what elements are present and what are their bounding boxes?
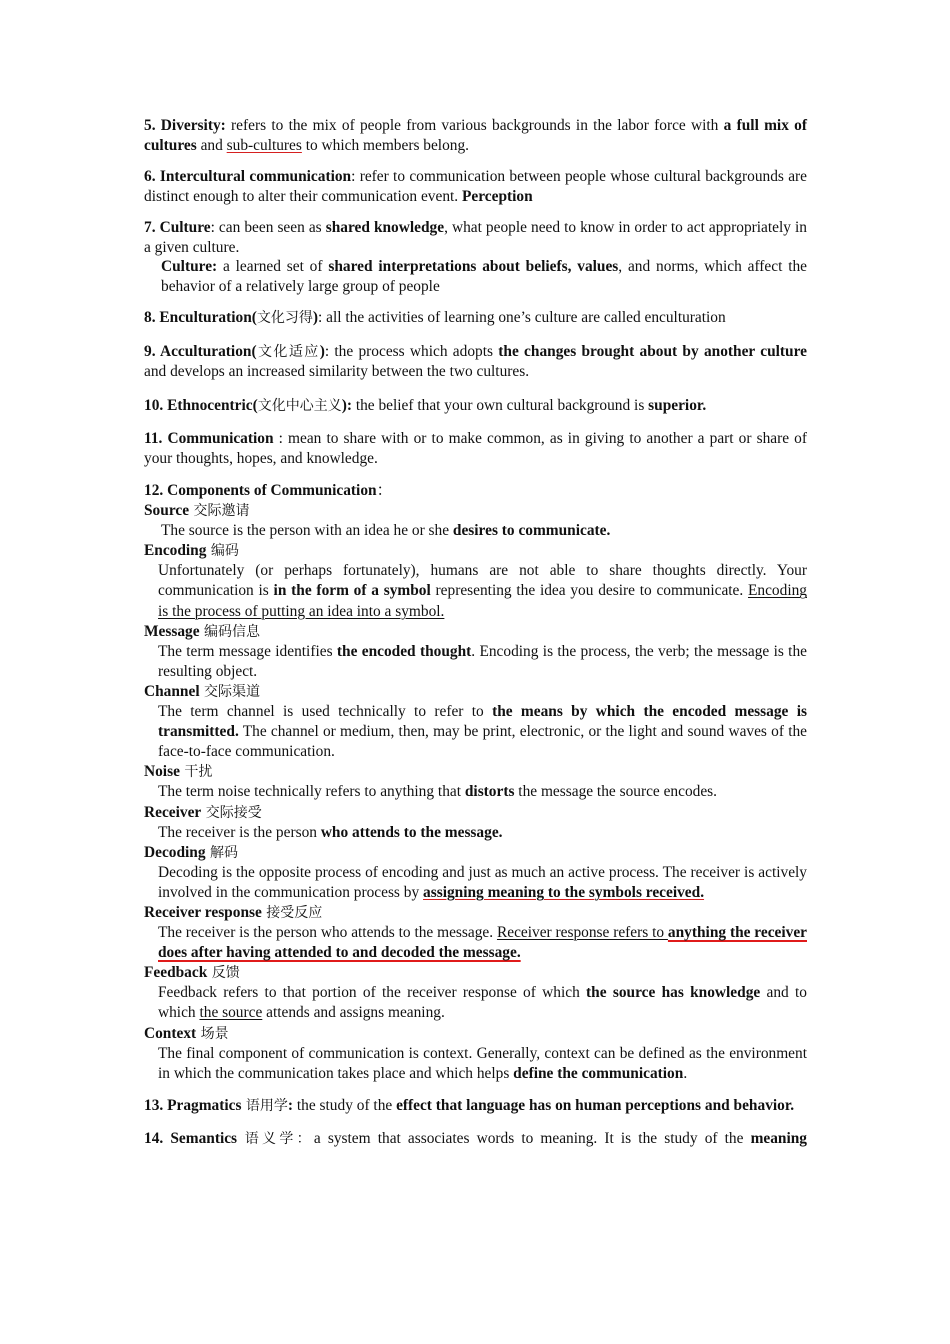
item-enculturation: 8. Enculturation(文化习得): all the activities of learning one’s culture are called enculturation [144, 309, 726, 326]
item-title: 14. Semantics [144, 1130, 238, 1148]
component-feedback: Feedback 反馈 Feedback refers to that portion of the receiver response of which the source has knowledge and to which the source attends and assigns meaning. [144, 964, 807, 1022]
component-encoding: Encoding 编码 Unfortunately (or perhaps fortunately), humans are not able to share thoughts directly. Your communication is in the form of a symbol representing the idea you desire to communicate. Encoding is the process of putting an idea into a symbol. [144, 542, 807, 620]
component-noise: Noise 干扰 The term noise technically refers to anything that distorts the message the source encodes. [144, 763, 718, 801]
item-semantics: 14. Semantics 语义学：a system that associates words to meaning. It is the study of the meaning [144, 1130, 807, 1148]
item-title: 12. Components of Communication [144, 482, 377, 499]
component-decoding: Decoding 解码 Decoding is the opposite process of encoding and just as much an active process. The receiver is actively involved in the communication process by assigning meaning to the symbols received. [144, 843, 807, 901]
component-source: Source 交际邀请 The source is the person with an idea he or she desires to communicate. [144, 502, 611, 540]
component-receiver-response: Receiver response 接受反应 The receiver is the person who attends to the message. Receiver response refers to anything the receiver does after having attended to and decoded the message. [144, 903, 807, 962]
item-title: 7. Culture [144, 219, 211, 236]
component-channel: Channel 交际渠道 The term channel is used technically to refer to the means by which the encoded message is transmitted. The channel or medium, then, may be print, electronic, or the light and sound waves of the face-to-face communication. [144, 682, 807, 761]
component-context: Context 场景 The final component of communication is context. Generally, context can be defined as the environment in which the communication takes place and which helps define the communication. [144, 1024, 807, 1082]
item-diversity: 5. Diversity: refers to the mix of people from various backgrounds in the labor force with a full mix of cultures and sub-cultures to which members belong. [144, 117, 807, 154]
item-title: 8. Enculturation(文化习得) [144, 309, 319, 326]
item-culture: 7. Culture: can been seen as shared knowledge, what people need to know in order to act appropriately in a given culture. Culture: a learned set of shared interpretations about beliefs, values, and norms, which affect the behavior of a relatively large group of people [144, 219, 807, 295]
item-title: 10. Ethnocentric(文化中心主义): [144, 396, 352, 414]
item-title: 13. Pragmatics [144, 1096, 242, 1114]
item-title: 11. Communication [144, 430, 274, 447]
item-ethnocentric: 10. Ethnocentric(文化中心主义): the belief that your own cultural background is superior. [144, 396, 707, 414]
culture-definition: Culture: a learned set of shared interpretations about beliefs, values, and norms, which affect the behavior of a relatively large group of people [161, 258, 807, 295]
item-acculturation: 9. Acculturation(文化适应): the process which adopts the changes brought about by another culture and develops an increased similarity between the two cultures. [144, 342, 807, 380]
item-title: 5. Diversity: [144, 117, 226, 134]
item-components: 12. Components of Communication： Source 交际邀请 The source is the person with an idea he or she desires to communicate. Encoding 编码 Unfortunately (or perhaps fortunately), humans are not able to share thoughts directly. Your communication is in the form of a symbol representing the idea you desire to communicate. Encoding is the process of putting an idea into a symbol. Message 编码信息 The term message identifies the encoded thought. Encoding is the process, the verb; the message is the resulting object. Channel 交际渠道 The term channel is used technically to refer to the means by which the encoded message is transmitted. The channel or medium, then, may be print, electronic, or the light and sound waves of the face-to-face communication. Noise 干扰 The term noise technically refers to anything that distorts the message the source encodes. Receiver 交际接受 The receiver is the person who attends to the message. Decoding 解码 Decoding is the opposite process of encoding and just as much an active process. The receiver is actively involved in the communication process by assigning meaning to the symbols received. Receiver response 接受反应 The receiver is the person who attends to the message. Receiver response refers to anything the receiver does after having attended to and decoded the message. Feedback 反馈 Feedback refers to that portion of the receiver response of which the source has knowledge and to which the source attends and assigns meaning. Context 场景 The final component of communication is context. Generally, context can be defined as the environment in which the communication takes place and which helps define the communication. [144, 481, 807, 1084]
item-title: 6. Intercultural communication [144, 168, 352, 185]
item-communication: 11. Communication : mean to share with or to make common, as in giving to another a part or share of your thoughts, hopes, and knowledge. [144, 430, 807, 467]
component-receiver: Receiver 交际接受 The receiver is the person who attends to the message. [144, 803, 503, 841]
component-message: Message 编码信息 The term message identifies the encoded thought. Encoding is the process, the verb; the message is the resulting object. [144, 622, 807, 680]
item-intercultural-communication: 6. Intercultural communication: refer to communication between people whose cultural backgrounds are distinct enough to alter their communication event. Perception [144, 168, 807, 205]
item-title: 9. Acculturation(文化适应) [144, 342, 325, 360]
document-page [144, 116, 807, 1160]
item-pragmatics: 13. Pragmatics 语用学: the study of the effect that language has on human perceptions and behavior. [144, 1096, 795, 1114]
